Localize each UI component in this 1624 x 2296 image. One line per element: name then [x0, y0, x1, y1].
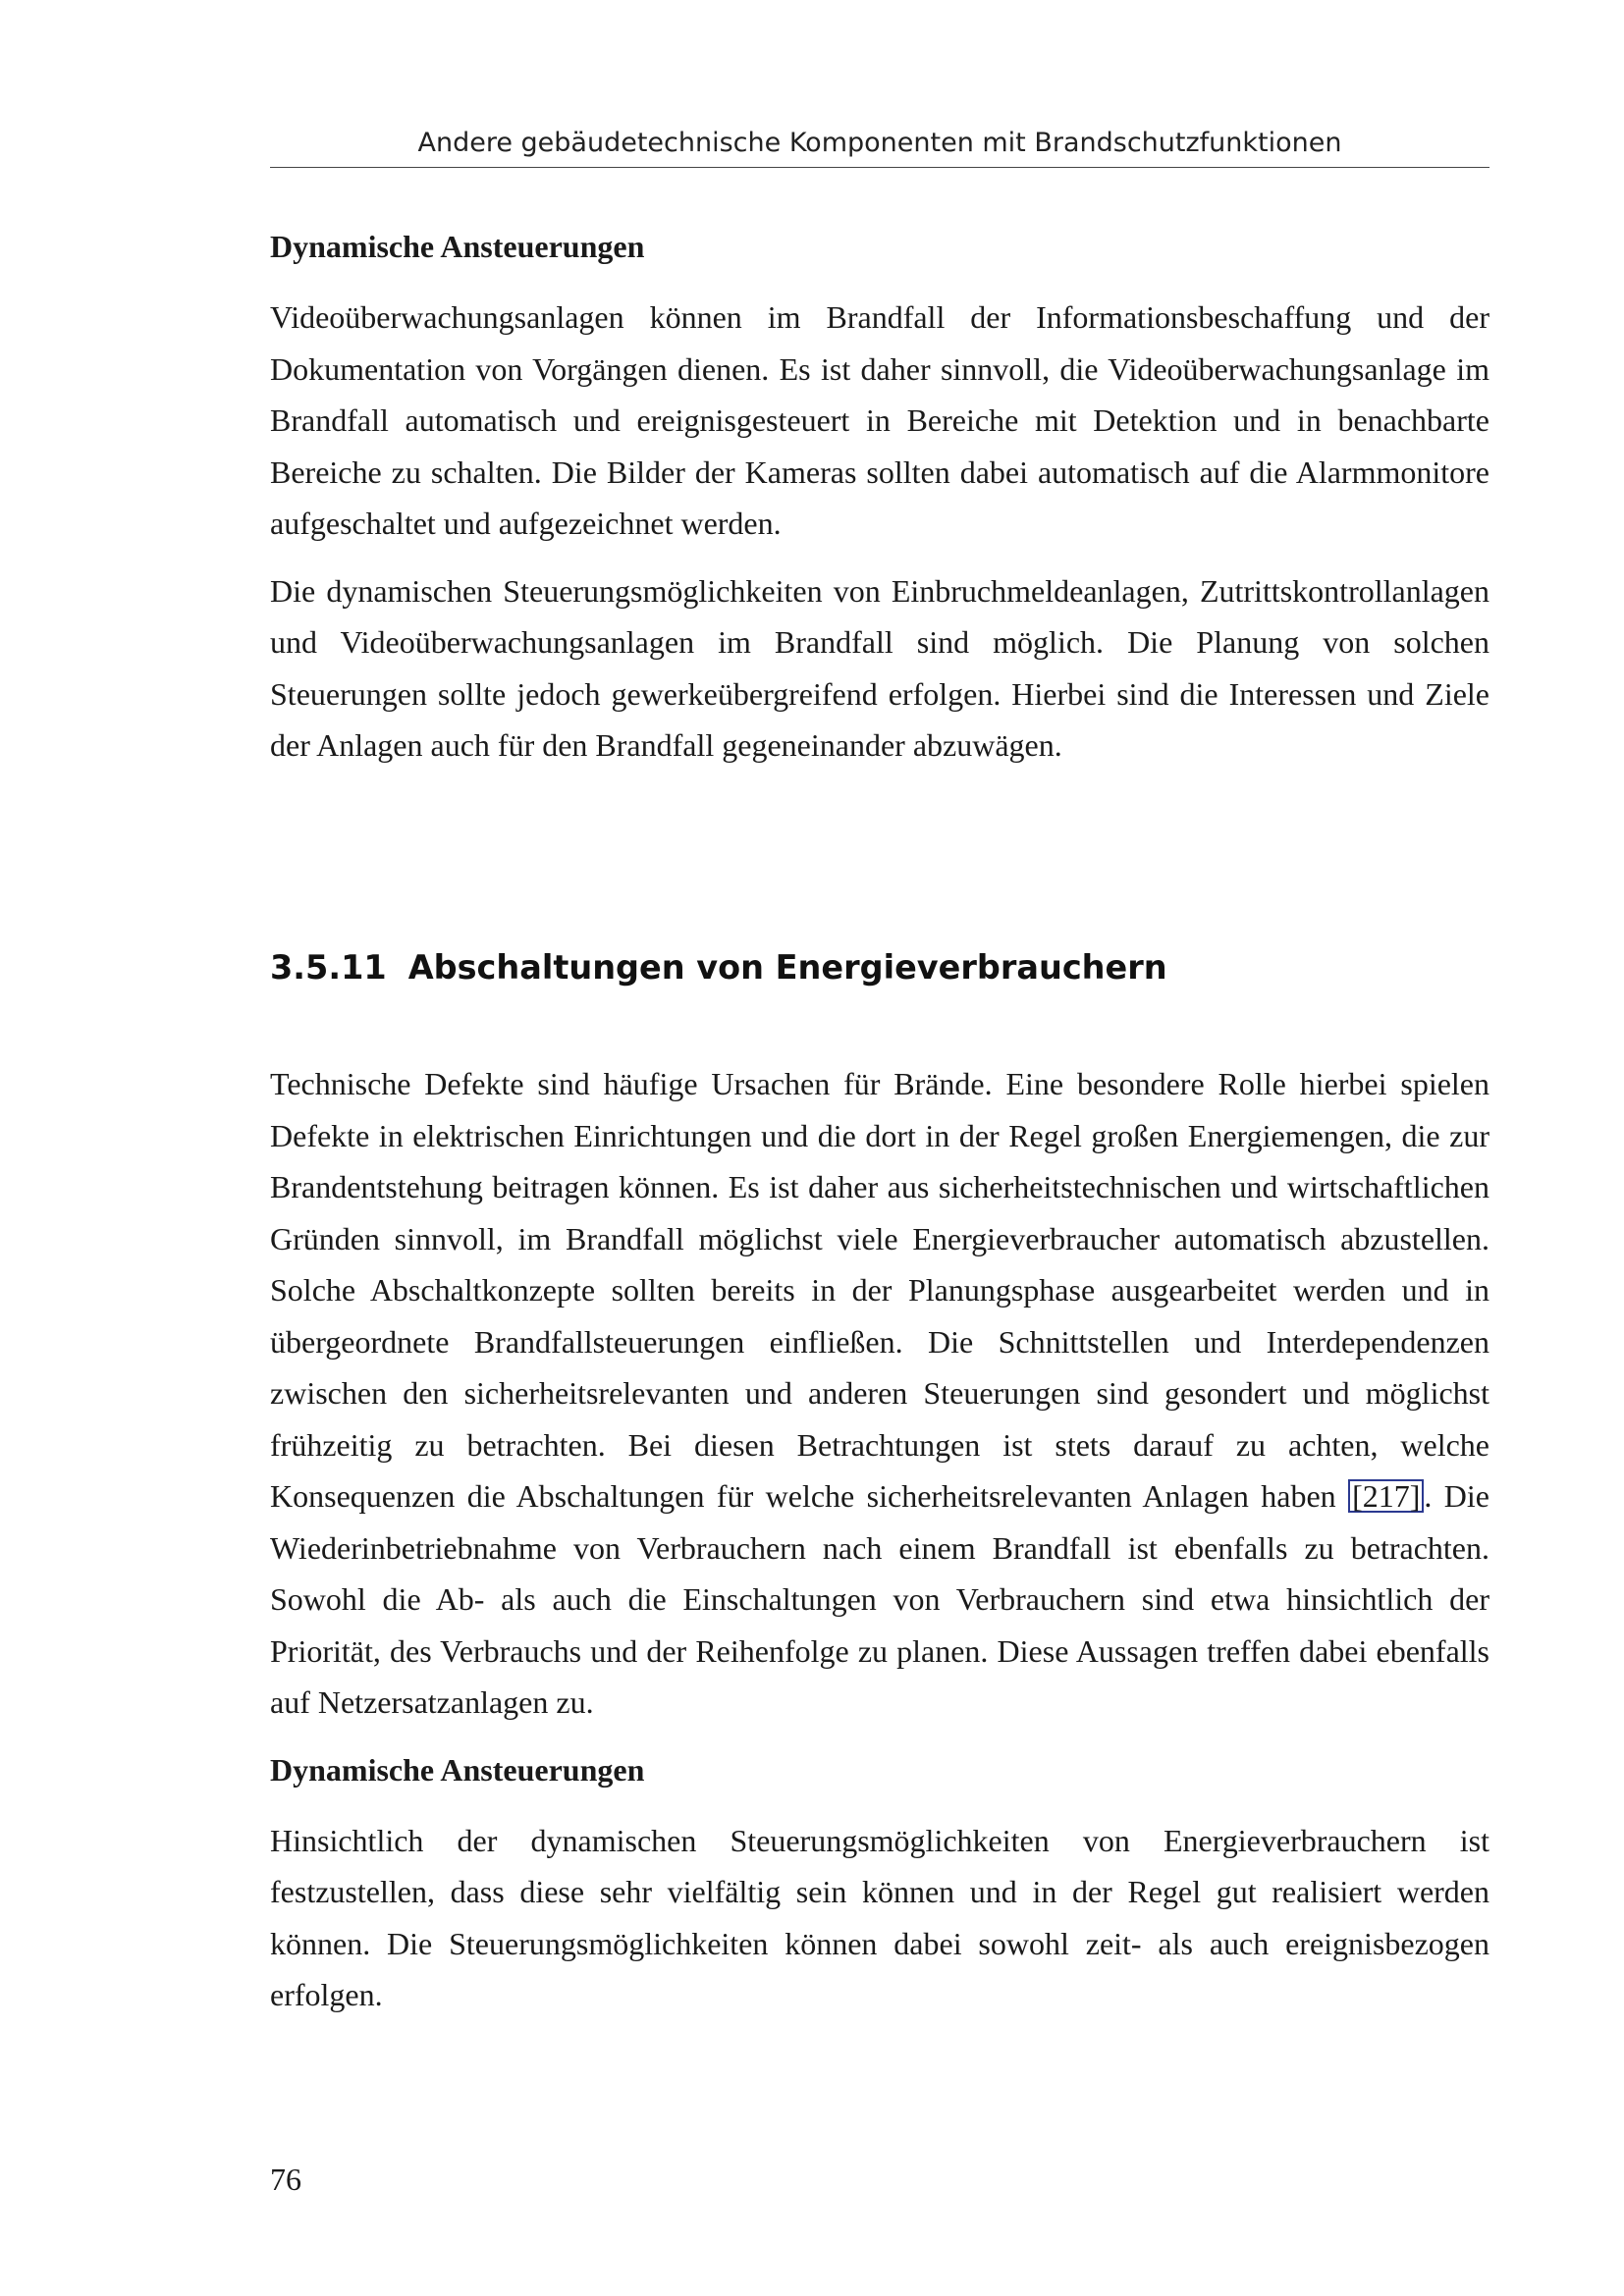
running-header: Andere gebäudetechnische Komponenten mit Brandschutzfunktionen [270, 120, 1489, 168]
subheading-dynamic-controls-energy: Dynamische Ansteuerungen [270, 1751, 645, 1788]
paragraph-energy-dynamic-controls: Hinsichtlich der dynamischen Steuerungsmöglichkeiten von Energieverbrauchern ist festzustellen, dass diese sehr vielfältig sein können und in der Regel gut realisiert werden können. Die Steuerungsmöglichkeiten können dabei sowohl zeit- als auch ereignisbezogen erfolgen. [270, 1822, 1489, 2012]
paragraph-dynamic-control-options: Die dynamischen Steuerungsmöglichkeiten von Einbruchmeldeanlagen, Zutrittskontrollanlagen und Videoüberwachungsanlagen im Brandfall sind möglich. Die Planung von solchen Steuerungen sollte jedoch gewerkeübergreifend erfolgen. Hierbei sind die Interessen und Ziele der Anlagen auch für den Brandfall gegeneinander abzuwägen. [270, 572, 1489, 763]
content-block-energy [270, 1058, 1489, 2021]
page-number: 76 [270, 2162, 301, 2197]
paragraph-text-after-citation: . Die Wiederinbetriebnahme von Verbrauchern nach einem Brandfall ist ebenfalls zu betrachten. Sowohl die Ab- als auch die Einschaltungen von Verbrauchern sind etwa hinsichtlich der Priorität, des Verbrauchs und der Reihenfolge zu planen. Diese Aussagen treffen dabei ebenfalls auf Netzersatzanlagen zu. [270, 1478, 1490, 1720]
paragraph-energy-consumers [270, 1058, 1489, 1729]
content-block-video [270, 221, 1489, 772]
citation-link[interactable]: [217] [1348, 1479, 1424, 1513]
paragraph-text-before-citation: Technische Defekte sind häufige Ursachen für Brände. Eine besondere Rolle hierbei spielen Defekte in elektrischen Einrichtungen und die dort in der Regel großen Energiemengen, die zur Brandentstehung beitragen können. Es ist daher aus sicherheitstechnischen und wirtschaftlichen Gründen sinnvoll, im Brandfall möglichst viele Energieverbraucher automatisch abzustellen. Solche Abschaltkonzepte sollten bereits in der Planungsphase ausgearbeitet werden und in übergeordnete Brandfallsteuerungen einfließen. Die Schnittstellen und Interdependenzen zwischen den sicherheitsrelevanten und anderen Steuerungen sind gesondert und möglichst frühzeitig zu betrachten. Bei diesen Betrachtungen ist stets darauf zu achten, welche Konsequenzen die Abschaltungen für welche sicherheitsrelevanten Anlagen haben [270, 1066, 1489, 1514]
subheading-dynamic-controls: Dynamische Ansteuerungen [270, 229, 645, 264]
section-number: 3.5.11 [270, 948, 387, 987]
section-title: Abschaltungen von Energieverbrauchern [407, 948, 1167, 987]
paragraph-video-surveillance: Videoüberwachungsanlagen können im Brandfall der Informationsbeschaffung und der Dokumentation von Vorgängen dienen. Es ist daher sinnvoll, die Videoüberwachungsanlage im Brandfall automatisch und ereignisgesteuert in Bereiche mit Detektion und in benachbarte Bereiche zu schalten. Die Bilder der Kameras sollten dabei automatisch auf die Alarmmonitore aufgeschaltet und aufgezeichnet werden. [270, 299, 1489, 541]
section-heading [270, 942, 1489, 993]
